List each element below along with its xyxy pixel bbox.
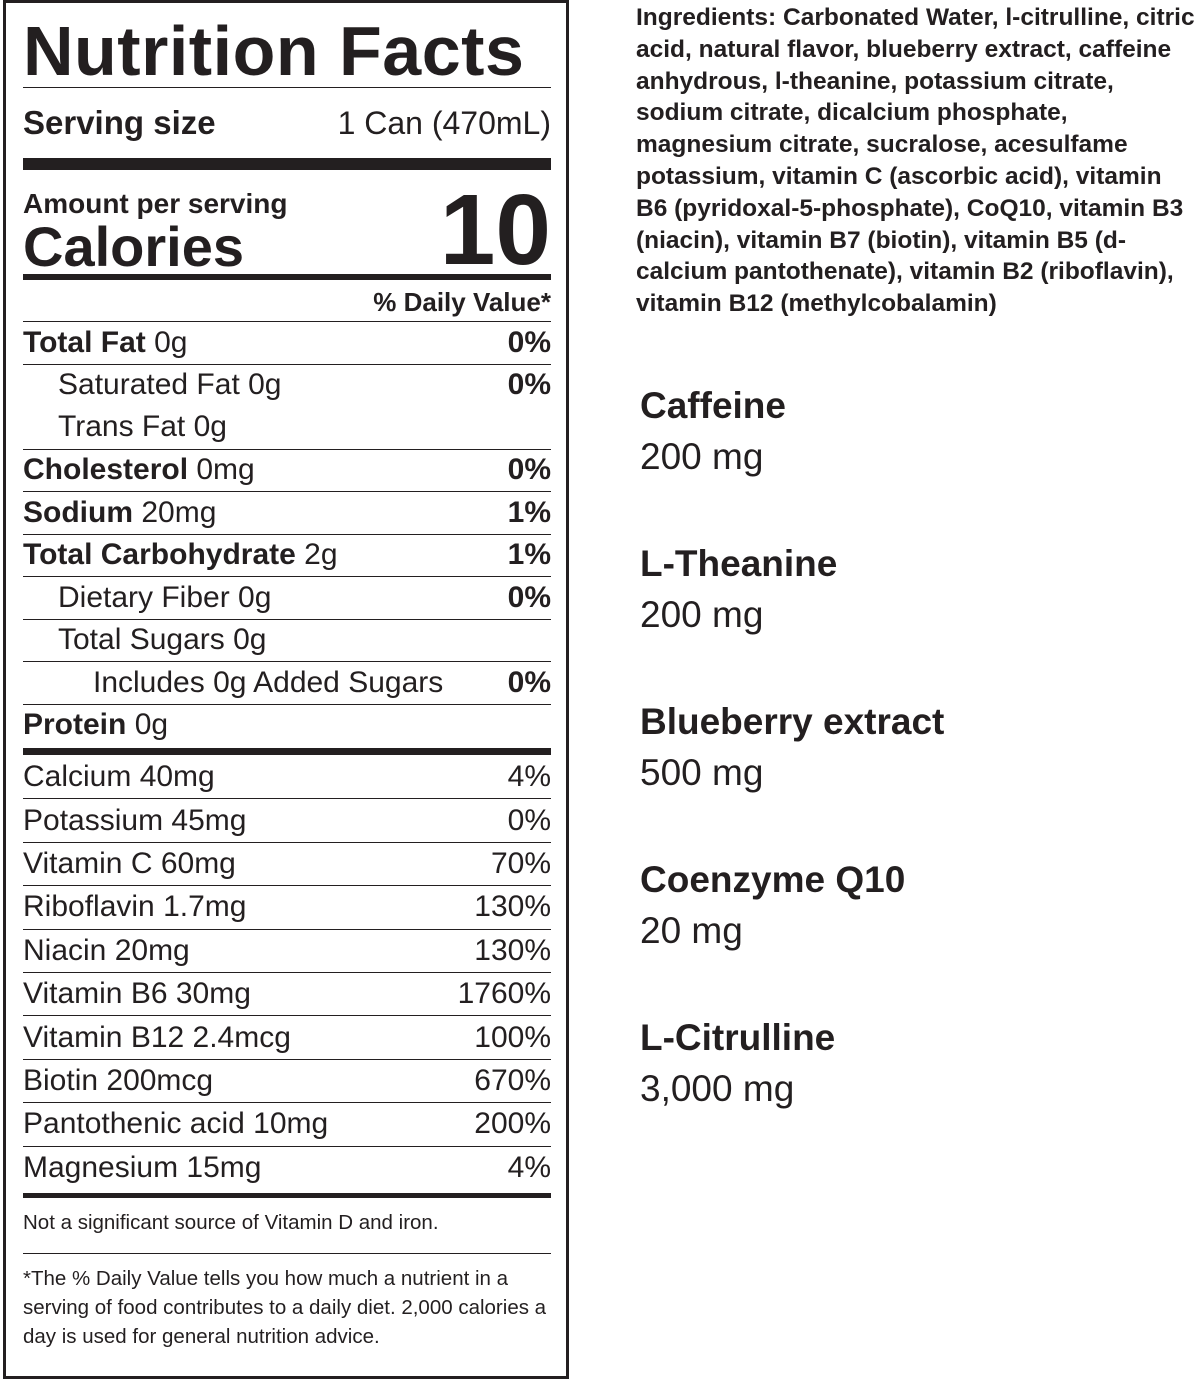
calories-value: 10: [439, 174, 551, 286]
vitamin-name: Biotin 200mcg: [23, 1063, 214, 1097]
active-item-blueberry-extract: [640, 698, 1180, 856]
active-name: Blueberry extract: [640, 701, 945, 742]
vitamin-name: Potassium 45mg: [23, 803, 247, 837]
nutrient-amount: 20mg: [141, 495, 217, 529]
nutrient-amount: Includes 0g Added Sugars: [93, 665, 444, 699]
vitamin-name: Riboflavin 1.7mg: [23, 890, 247, 924]
nutrient-amount: Trans Fat 0g: [58, 410, 227, 444]
nutrient-name: Sodium: [23, 495, 133, 529]
nutrient-amount: Total Sugars 0g: [58, 623, 267, 657]
active-item-l-theanine: [640, 540, 1180, 698]
nutrient-row-total-carbohydrate: [23, 534, 551, 577]
vitamin-dv: 100%: [474, 1020, 551, 1054]
nutrient-row-trans-fat: [23, 406, 551, 449]
active-amount: 20 mg: [640, 910, 743, 951]
nutrient-amount: Dietary Fiber 0g: [58, 580, 272, 614]
vitamin-row: [23, 755, 551, 798]
active-name: Coenzyme Q10: [640, 859, 906, 900]
active-item-coenzyme-q10: [640, 856, 1180, 1014]
nutrient-dv: 0%: [507, 453, 551, 487]
vitamin-dv: 0%: [507, 803, 551, 837]
active-name: L-Theanine: [640, 543, 838, 584]
nutrient-row-cholesterol: [23, 449, 551, 492]
vitamin-name: Niacin 20mg: [23, 933, 190, 967]
nutrient-row-saturated-fat: [23, 364, 551, 407]
active-amount: 500 mg: [640, 752, 764, 793]
vitamin-name: Magnesium 15mg: [23, 1150, 262, 1184]
serving-size-label: Serving size: [23, 104, 216, 141]
nutrient-row-sodium: [23, 491, 551, 534]
vitamin-name: Vitamin C 60mg: [23, 846, 236, 880]
vitamin-row: [23, 972, 551, 1015]
vitamin-row: [23, 1102, 551, 1145]
vitamin-row: [23, 1059, 551, 1102]
vitamin-dv: 1760%: [457, 977, 551, 1011]
nutrient-row-dietary-fiber: [23, 576, 551, 619]
vitamin-name: Calcium 40mg: [23, 759, 215, 793]
nutrient-row-added-sugars: [23, 661, 551, 704]
active-item-l-citrulline: [640, 1014, 1180, 1172]
daily-value-header: % Daily Value*: [373, 287, 551, 317]
nutrient-name: Cholesterol: [23, 453, 189, 487]
active-name: L-Citrulline: [640, 1017, 836, 1058]
serving-size-row: [23, 88, 551, 158]
active-item-caffeine: [640, 382, 1180, 540]
nutrient-dv: 1%: [507, 538, 551, 572]
vitamin-dv: 4%: [507, 759, 551, 793]
nutrient-row-total-sugars: [23, 619, 551, 662]
vitamin-dv: 670%: [474, 1063, 551, 1097]
vitamin-dv: 130%: [474, 890, 551, 924]
vitamin-dv: 200%: [474, 1107, 551, 1141]
ingredients-text: Ingredients: Carbonated Water, l-citrulline, citric acid, natural flavor, blueberry extract, caffeine anhydrous, l-theanine, potassium citrate, sodium citrate, dicalcium phosphate, magnesium citrate, sucralose, acesulfame potassium, vitamin C (ascorbic acid), vitamin B6 (pyridoxal-5-phosphate), CoQ10, vitamin B3 (niacin), vitamin B7 (biotin), vitamin B5 (d-calcium pantothenate), vitamin B2 (riboflavin), vitamin B12 (methylcobalamin): [636, 4, 1195, 318]
calories-block: [23, 170, 551, 286]
nutrient-amount: Saturated Fat 0g: [58, 368, 282, 402]
nutrient-amount: 0g: [154, 325, 188, 359]
active-amount: 200 mg: [640, 594, 764, 635]
vitamin-name: Pantothenic acid 10mg: [23, 1107, 329, 1141]
nutrient-name: Total Fat: [23, 325, 146, 359]
active-ingredients: [640, 382, 1180, 1172]
nutrition-facts-label: [3, 0, 569, 1379]
vitamin-row: [23, 929, 551, 972]
nutrient-name: Total Carbohydrate: [23, 538, 296, 572]
nutrient-dv: 0%: [507, 325, 551, 359]
active-name: Caffeine: [640, 385, 786, 426]
nutrition-facts-title: Nutrition Facts: [23, 12, 525, 90]
amount-per-serving: Amount per serving: [23, 188, 288, 219]
vitamin-dv: 130%: [474, 933, 551, 967]
serving-size-value: 1 Can (470mL): [337, 105, 551, 141]
vitamin-row: [23, 842, 551, 885]
nutrient-row-protein: [23, 704, 551, 747]
vitamin-list: [23, 755, 551, 1189]
not-significant-note: Not a significant source of Vitamin D and iron.: [23, 1210, 439, 1234]
nutrient-amount: 0mg: [196, 453, 255, 487]
thick-divider: [23, 748, 551, 755]
active-amount: 200 mg: [640, 436, 764, 477]
nutrient-amount: 2g: [304, 538, 338, 572]
thick-divider: [23, 158, 551, 170]
nutrient-dv: 0%: [507, 368, 551, 402]
vitamin-dv: 4%: [507, 1150, 551, 1184]
nutrient-dv: 1%: [507, 495, 551, 529]
calories-label: Calories: [23, 215, 244, 278]
vitamin-row: [23, 798, 551, 841]
active-amount: 3,000 mg: [640, 1068, 795, 1109]
nutrient-list: [23, 321, 551, 746]
nutrient-amount: 0g: [134, 708, 169, 742]
nutrient-dv: 0%: [507, 665, 551, 699]
vitamin-name: Vitamin B6 30mg: [23, 977, 251, 1011]
nutrient-name: Protein: [23, 708, 127, 742]
nutrient-dv: 0%: [507, 580, 551, 614]
daily-value-footnote: *The % Daily Value tells you how much a nutrient in a serving of food contributes to a daily diet. 2,000 calories a day is used for general nutrition advice.: [23, 1266, 547, 1348]
nutrient-row-total-fat: [23, 321, 551, 364]
vitamin-dv: 70%: [490, 846, 551, 880]
vitamin-name: Vitamin B12 2.4mcg: [23, 1020, 291, 1054]
vitamin-row: [23, 1146, 551, 1189]
vitamin-row: [23, 885, 551, 928]
vitamin-row: [23, 1015, 551, 1058]
